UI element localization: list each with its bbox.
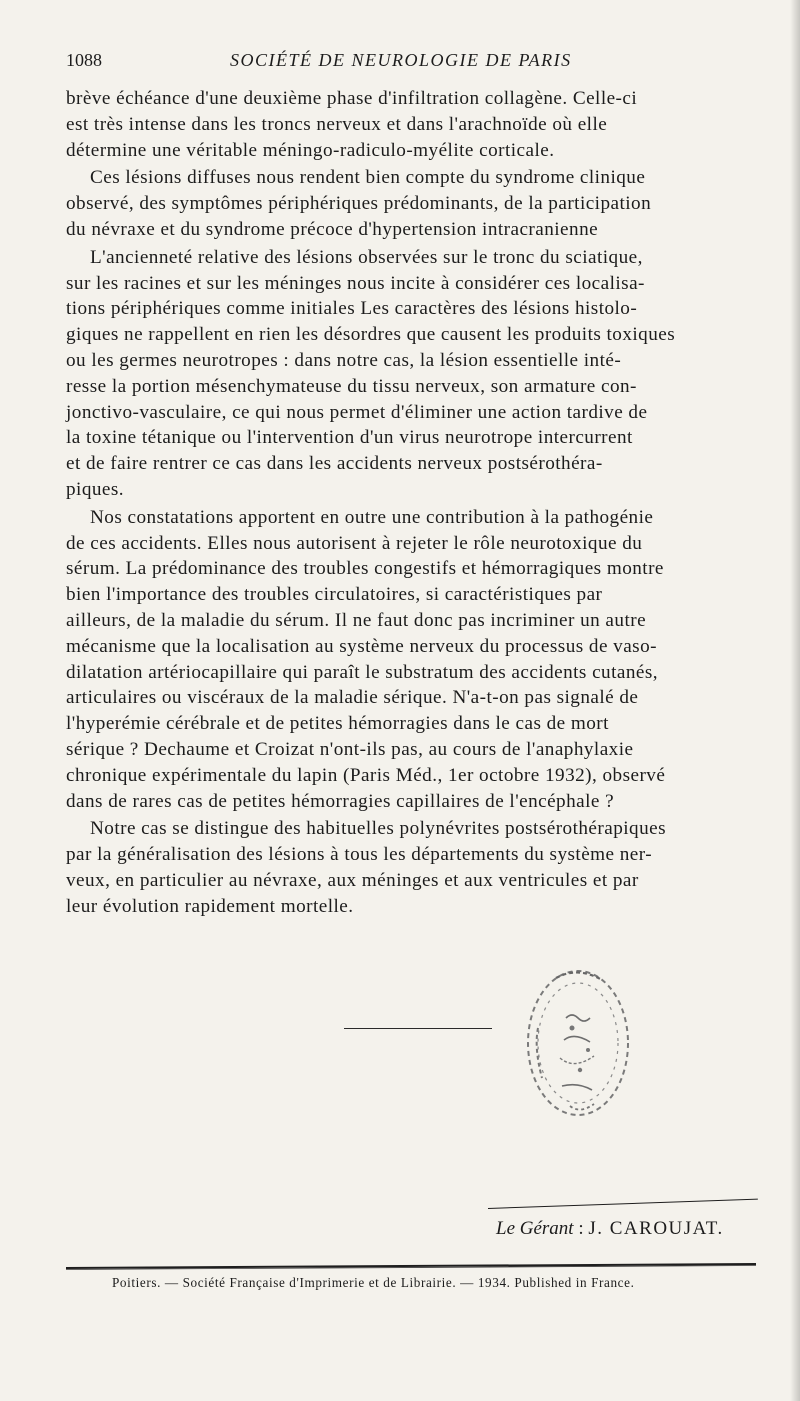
text-line: détermine une véritable méningo-radiculo-myélite corticale. (66, 139, 555, 161)
text-line: l'hyperémie cérébrale et de petites hémorragies dans le cas de mort (66, 713, 609, 735)
library-stamp-icon (516, 958, 640, 1128)
scan-edge-shadow (790, 0, 800, 1401)
text-line: piques. (66, 478, 125, 500)
paragraph-first-line: brève échéance d'une deuxième phase d'infiltration collagène. Celle-ci (66, 88, 638, 109)
signature-rule (488, 1199, 758, 1209)
paragraph-first-line: L'ancienneté relative des lésions observées sur le tronc du sciatique, (90, 246, 643, 268)
text-line: giques ne rappellent en rien les désordres que causent les produits toxiques (66, 324, 676, 346)
paragraph-first-line: Notre cas se distingue des habituelles polynévrites postsérothérapiques (90, 818, 666, 840)
text-line: observé, des symptômes périphériques prédominants, de la participation (66, 193, 652, 215)
footer-rule (66, 1262, 756, 1270)
manager-signature (496, 1218, 724, 1240)
text-line: sérique ? Dechaume et Croizat n'ont-ils pas, au cours de l'anaphylaxie (66, 738, 634, 760)
text-line: bien l'importance des troubles circulatoires, si caractéristiques par (66, 584, 603, 606)
text-line: de ces accidents. Elles nous autorisent à rejeter le rôle neurotoxique du (66, 532, 643, 554)
text-line: leur évolution rapidement mortelle. (66, 895, 354, 917)
section-end-rule (344, 1028, 492, 1029)
manager-label: Le Gérant (496, 1218, 574, 1239)
text-line: sur les racines et sur les méninges nous incite à considérer ces localisa- (66, 272, 645, 294)
text-line: sérum. La prédominance des troubles congestifs et hémorragiques montre (66, 558, 664, 580)
article-body (66, 86, 756, 920)
manager-name: J. CAROUJAT. (588, 1218, 724, 1239)
text-line: et de faire rentrer ce cas dans les accidents nerveux postsérothéra- (66, 453, 603, 475)
paragraph-first-line: Ces lésions diffuses nous rendent bien compte du syndrome clinique (90, 167, 646, 189)
text-line: chronique expérimentale du lapin (Paris Méd., 1er octobre 1932), observé (66, 764, 666, 786)
text-line: veux, en particulier au névraxe, aux méninges et aux ventricules et par (66, 869, 639, 891)
text-line: par la généralisation des lésions à tous les départements du système ner- (66, 844, 653, 866)
text-line: articulaires ou viscéraux de la maladie sérique. N'a-t-on pas signalé de (66, 687, 639, 709)
text-line: dans de rares cas de petites hémorragies capillaires de l'encéphale ? (66, 790, 615, 812)
text-line: la toxine tétanique ou l'intervention d'un virus neurotrope intercurrent (66, 427, 633, 449)
running-head (66, 50, 756, 76)
text-line: dilatation artériocapillaire qui paraît le substratum des accidents cutanés, (66, 661, 659, 683)
signature-block (488, 1208, 778, 1248)
text-line: du névraxe et du syndrome précoce d'hypertension intracranienne (66, 218, 599, 240)
text-line: tions périphériques comme initiales Les caractères des lésions histolo- (66, 298, 638, 320)
text-line: mécanisme que la localisation au système nerveux du processus de vaso- (66, 635, 657, 657)
manager-separator: : (573, 1218, 589, 1239)
printer-colophon: Poitiers. — Société Française d'Imprimerie et de Librairie. — 1934. Published in France. (112, 1275, 635, 1290)
journal-title: SOCIÉTÉ DE NEUROLOGIE DE PARIS (230, 50, 572, 70)
text-line: est très intense dans les troncs nerveux et dans l'arachnoïde où elle (66, 113, 608, 135)
text-line: ou les germes neurotropes : dans notre cas, la lésion essentielle inté- (66, 349, 622, 371)
paragraph-first-line: Nos constatations apportent en outre une contribution à la pathogénie (90, 506, 654, 528)
text-line: jonctivo-vasculaire, ce qui nous permet d'éliminer une action tardive de (66, 401, 648, 423)
page-number: 1088 (66, 50, 102, 70)
text-line: ailleurs, de la maladie du sérum. Il ne faut donc pas incriminer un autre (66, 609, 647, 631)
text-line: resse la portion mésenchymateuse du tissu nerveux, son armature con- (66, 375, 637, 397)
